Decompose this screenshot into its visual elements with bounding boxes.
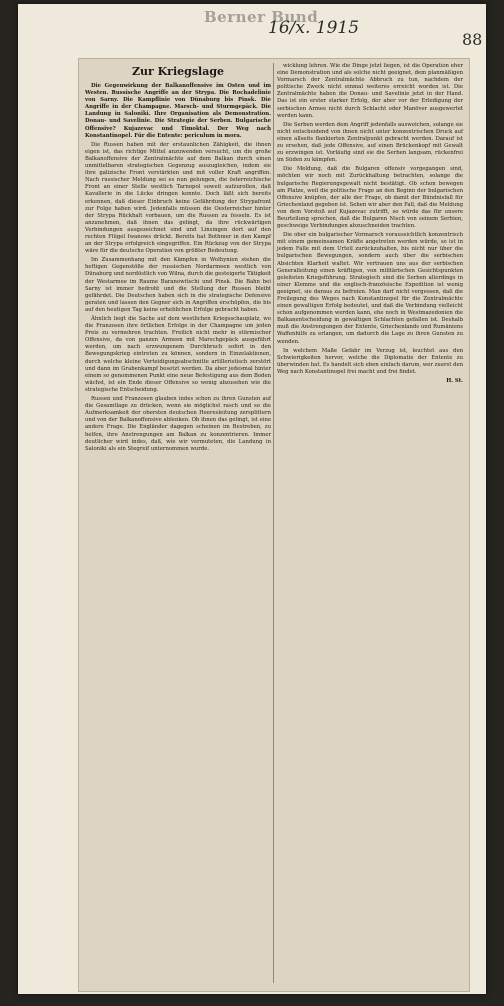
paragraph: Die ober ein bulgarischer Vormarsch voraussichtlich konzentrisch mit einem gemeinsamen Kräfte angetreten werden würde, so ist in jedem Falle mit dem Urteil zurückzuhalten, bis nicht nur über die bulgarischen Bewegungen, sondern auch über die serbischen Absichten Klarheit waltet. Wir vertrauen uns aus der serbischen Generalleitung einen kräftigen, von militärischen Gesichtspunkten geleiteten Kriegsführung. Strategisch sind die Serben allerdings in einer Klemme und die englisch-französische Expedition ist wenig geeignet, sie daraus zu befreien. Man darf nicht vergessen, daß die Freilegung des Weges nach Konstantinopel für die Zentralmächte einen gewaltigen Erfolg bedeutet, und daß die Verbindung vielleicht schon aufgenommen werden kann, ehe noch in Westmazedonien die Balkanentscheidung in gewaltigen Schlachten gefallen ist. Deshalb muß die Anstrengungen der Entente, Griechenlands und Rumäniens Waffenhilfe zu erlangen, um dadurch die Lage zu ihren Gunsten zu wenden. (277, 232, 463, 345)
archive-card (18, 4, 486, 994)
paragraph: Russen und Franzosen glauben indes schon zu ihren Gunsten auf die Gesamtlage zu drücken, wenn sie möglichst rasch und so die Aufmerksamkeit der obersten deutschen Heeresleitung zersplittern und von der Balkanoffensive ablenken. Ob ihnen das gelingt, ist eine andere Frage. Die Engländer dagegen scheinen im Bestreben, zu helfen, ihre Anstrengungen am Balkan zu konzentrieren. Immer deutlicher wird indes, daß, wie wir vermuteten, die Landung in Saloniki als ein Stegreif unternommen wurde. (85, 396, 271, 452)
paragraph: wicklung lehren. Wie die Dinge jetzt liegen, ist die Operation eher eine Demonstration und als solche nicht geeignet, dem planmäßigen Vormarsch der Zentralmächte Abbruch zu tun, nachdem der politische Zweck nicht einmal weiteres erreicht worden ist. Die Zentralmächte haben die Donau- und Savelinie jetzt in der Hand. Das ist ein erster starker Erfolg, der aber vor der Erledigung der serbischen Armee nicht durch Schlacht oder Manöver ausgewertet werden kann. (277, 63, 463, 119)
paragraph: Ähnlich liegt die Sache auf dem westlichen Kriegsschauplatz, wo die Franzosen ihre örtlichen Erfolge in der Champagne um jeden Preis zu vermehren trachten. Freilich nicht mehr in stürmischer Offensive, da von ganzen Armeen mit Marschgepäck ausgeführt werden, um nach erzwungenem Durchbruch sofort in den Bewegungskrieg eintreten zu können, sondern in Einzelaktionen, durch welche kleine Verteidigungsabschnitte artilleristisch zerstört und dann im Grabenkampf besetzt werden. Da aber jedesmal hinter einem so genommenen Punkt eine neue Befestigung aus dem Boden wächst, ist ein Ende dieser Offensive so wenig abzusehen wie die strategische Entscheidung. (85, 316, 271, 393)
paragraph: Die Serben werden dem Angriff jedenfalls ausweichen, solange sie nicht entscheidend von ihnen nicht unter konzentrischen Druck auf einen allseits flankierten Zentralpunkt gebracht werden. Darauf ist zu ersehen, daß jede Offensive, auf einen Brückenkopf mit Gewalt zu erzwingen ist. Vorläufig sind sie die Serben langsam, rückenfrei im Süden zu kämpfen. (277, 121, 463, 164)
page-number: 88 (462, 30, 483, 49)
masthead: Berner Bund (204, 8, 319, 26)
article-lede: Die Gegenwirkung der Balkanoffensive im Osten und im Westen. Russische Angriffe an der Strypa. Die Rochadelinie von Sarny. Die Kampflinie von Dünaburg bis Pinsk. Die Angriffe in der Champagne. Marsch- und Sturmgepäck. Die Landung in Saloniki. Ihre Organisation als Demonstration. Donau- und Savelinie. Die Strategie der Serben. Bulgarische Offensive? Kujazevac und Timoktal. Der Weg nach Konstantinopel. Für die Entente: periculum in mora. (85, 83, 271, 139)
paragraph: Im Zusammenhang mit den Kämpfen in Wolhynien stehen die heftigen Gegenstöße der russischen Nordarmeen westlich von Dünaburg und nordöstlich von Wilna, durch die gesteigerte Tätigkeit der Westarmee im Raume Baranowitschi und Pinsk. Die Bahn bei Sarny ist immer bedroht und die Stellung der Russen bleibt gefährdet. Die Deutschen haben sich in die strategische Defensive geraten und lassen den Gegner sich in Angriffen erschöpfen, die bis auf den heutigen Tag keine erheblichen Erfolge gebracht haben. (85, 257, 271, 313)
paragraph: In welchem Maße Gefahr im Verzug ist, leuchtet aus den Schwierigkeiten hervor, welche die Diplomatie der Entente zu überwinden hat. Es handelt sich eben einfach darum, wer zuerst den Weg nach Konstantinopel frei macht und frei findet. (277, 347, 463, 375)
handwritten-date: 16/x. 1915 (268, 18, 360, 38)
paragraph: Die Russen haben mit der erstaunlichen Zähigkeit, die ihnen eigen ist, das richtige Mittel anzuwenden versucht, um die große Balkanoffensive der Zentralmächte auf dem Balkan durch einen unmittelbaren strategischen Gegenzug auszugleichen, indem sie ihre galizische Front verstärkten und mit voller Kraft angriffen. Nach russischer Meldung sei es nun gelungen, die österreichische Front an einer Stelle westlich Tarnopol soweit aufzurollen, daß Kavallerie in die Lücke dringen konnte. Doch läßt sich bereits erkennen, daß dieser Einbruch keine Gefährdung der Strypafront zur Folge haben wird. Jedenfalls müssen die Oesterreicher hinter der Strypa Rückhalt vorbauen, um die Russen zu fesseln. Es ist anzunehmen, daß ihnen das gelingt, da ihre rückwärtigen Verbindungen ausgezeichnet sind und Linsingen dort auf den rechten Flügel Iwanows drückt. Bereits hat Bothmer in den Kampf an der Strypa erfolgreich eingegriffen. Ein Rückzug von der Strypa wäre für die deutsche Operation von größter Bedeutung. (85, 141, 271, 255)
paragraph: Die Meldung, daß die Bulgaren offensiv vorgegangen sind, möchten wir noch mit Zurückhaltung betrachten, solange die bulgarische Regierungsgewalt nicht bestätigt. Ob schon bewegen am Platze, weil die politische Frage an den Beginn der bulgarischen Offensive knüpfen, der alle der Frage, ob damit der Bündnisfall für Griechenland gegeben ist. Sehen wir aber den Fall, daß die Meldung von dem Vorstoß auf Kujazevac zutrifft, so würde das für unsere Beurteilung sprechen, daß die Bulgaren Nisch von seinem Serbien, geschweige Verbindungen abzuschneiden trachten. (277, 166, 463, 230)
right-column (277, 63, 463, 385)
author-signature: H. St. (446, 378, 463, 385)
newspaper-clipping (78, 58, 470, 992)
article-title: Zur Kriegslage (131, 65, 225, 78)
left-column (85, 63, 271, 455)
column-divider (273, 63, 274, 983)
